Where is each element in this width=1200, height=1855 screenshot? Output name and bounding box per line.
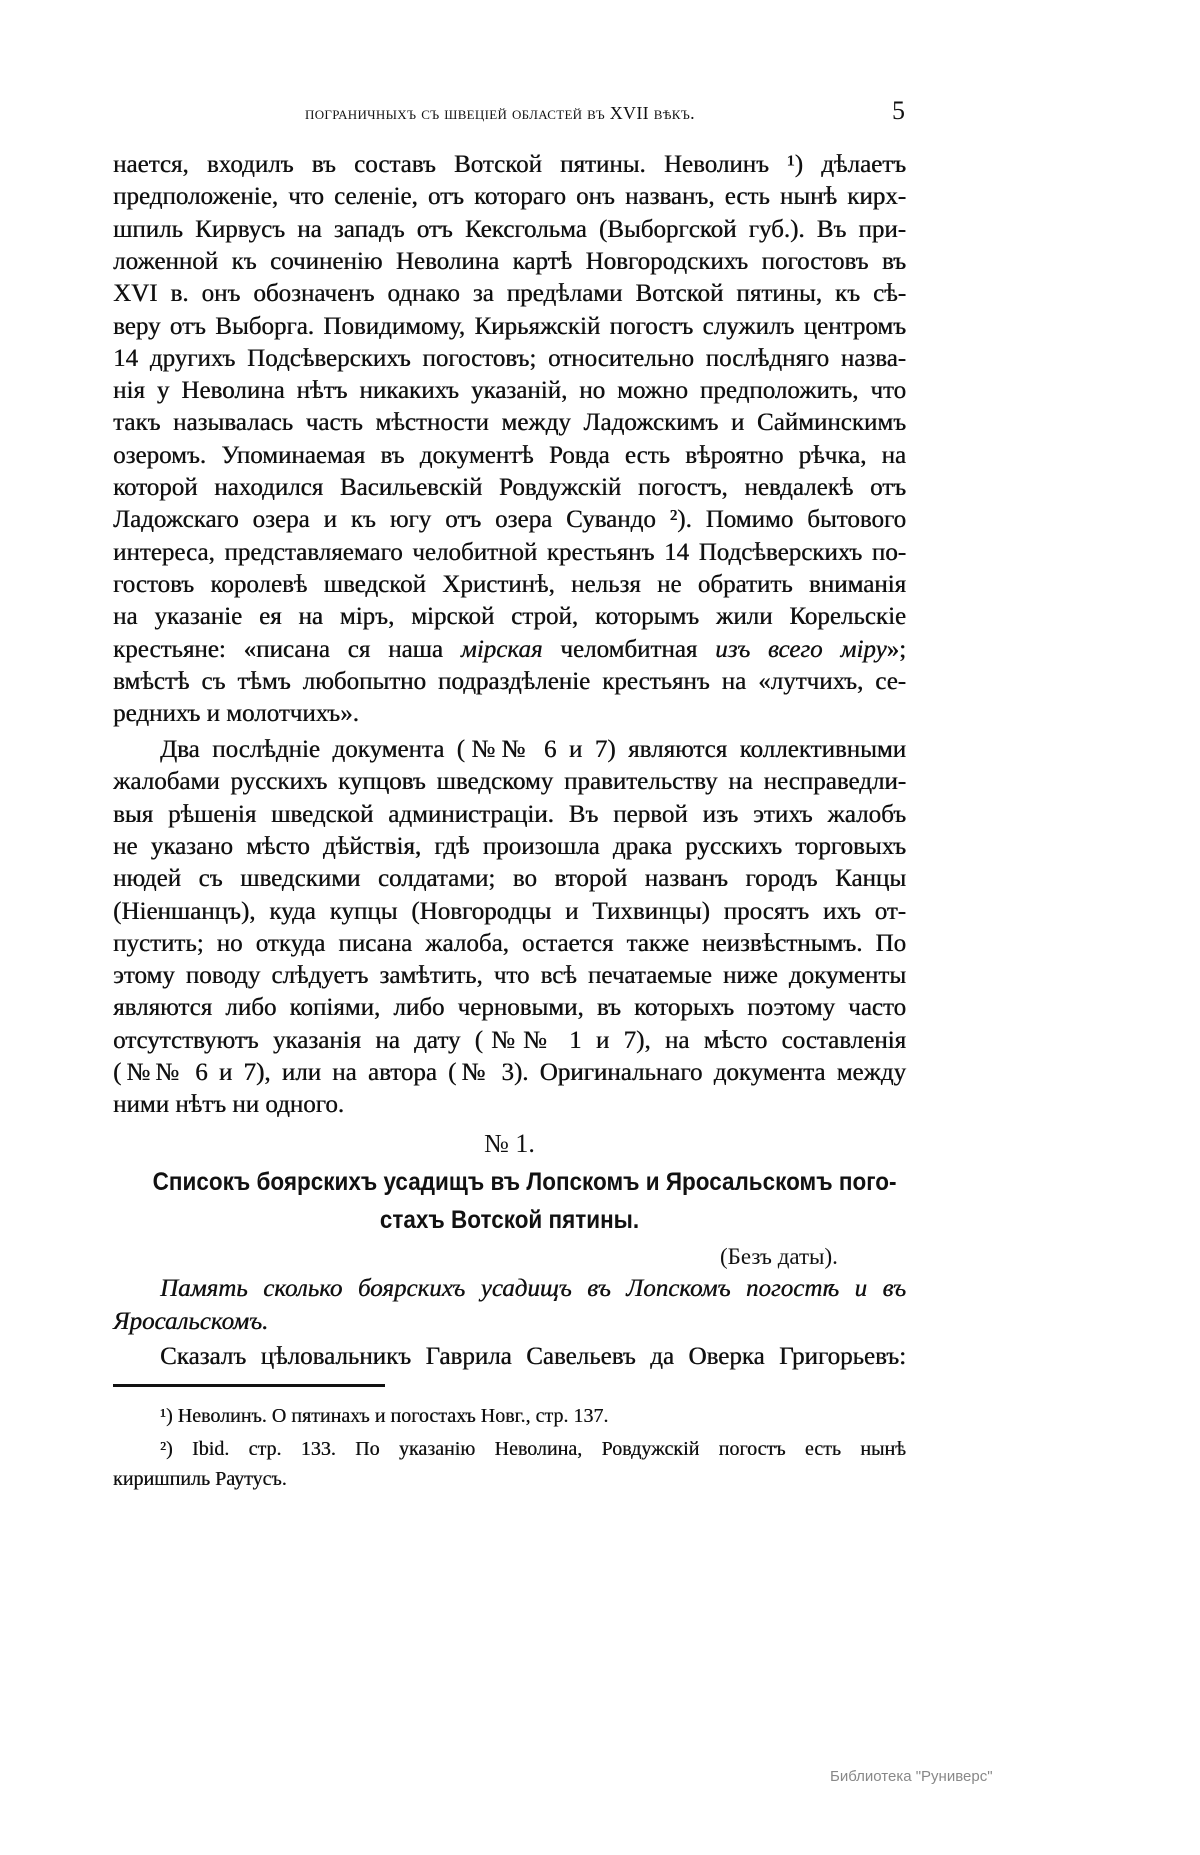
- paragraph1-line: [113, 376, 906, 406]
- text-segment: реднихъ и молотчихъ».: [113, 700, 359, 728]
- text-segment: на указаніе ея на міръ, мірской строй, которымъ жили Корельскіе: [113, 603, 906, 631]
- document-title-line-2: стахъ Вотской пятины.: [379, 1206, 640, 1234]
- italic-quote: изъ всего міру: [715, 635, 887, 663]
- text-segment: озеромъ. Упоминаемая въ документѣ Ровда есть вѣроятно рѣчка, на: [113, 441, 906, 469]
- text-segment: этому поводу слѣдуетъ замѣтить, что всѣ печатаемые ниже документы: [113, 962, 906, 990]
- paragraph2-line: [160, 735, 906, 765]
- text-segment: гостовъ королевѣ шведской Христинѣ, нельзя не обратить вниманія: [113, 570, 906, 598]
- text-segment: веру отъ Выборга. Повидимому, Кирьяжскій погостъ служилъ центромъ: [113, 312, 906, 340]
- text-segment: нюдей съ шведскими солдатами; во второй названъ городъ Канцы: [113, 865, 906, 893]
- text-segment: предположеніе, что селеніе, отъ котораго онъ названъ, есть нынѣ кирх-: [113, 183, 906, 211]
- paragraph1-line: [113, 279, 906, 309]
- running-header: [150, 102, 850, 129]
- italic-quote: мірская: [460, 635, 543, 663]
- text-segment: нается, входилъ въ составъ Вотской пятины. Неволинъ ¹) дѣлаетъ: [113, 151, 906, 178]
- text-segment: которой находился Васильевскій Ровдужскій погостъ, невдалекѣ отъ: [113, 474, 906, 501]
- paragraph1-line: [113, 635, 906, 665]
- text-segment: (№№ 6 и 7), или на автора (№ 3). Оригинальнаго документа между: [113, 1059, 906, 1086]
- paragraph1-line: [113, 505, 906, 535]
- document-text-line: Сказалъ цѣловальникъ Гаврила Савельевъ да Оверка Григорьевъ:: [160, 1343, 906, 1370]
- paragraph2-line: [113, 993, 906, 1023]
- date-note: (Безъ даты).: [720, 1244, 838, 1269]
- paragraph1-line: [113, 570, 906, 600]
- text-segment: ложенной къ сочиненію Неволина картѣ Новгородскихъ погостовъ въ: [113, 247, 906, 275]
- paragraph2-line: [113, 929, 906, 959]
- document-title-line-1: Списокъ боярскихъ усадищъ въ Лопскомъ и Яросальскомъ пого-: [152, 1168, 897, 1196]
- paragraph2-line: [113, 767, 906, 797]
- text-segment: ними нѣтъ ни одного.: [113, 1091, 345, 1119]
- paragraph1-line: [113, 408, 906, 438]
- text-segment: пустить; но откуда писана жалоба, остается также неизвѣстнымъ. По: [113, 929, 906, 957]
- paragraph1-line: [113, 247, 906, 277]
- text-segment: жалобами русскихъ купцовъ шведскому правительству на несправедли-: [113, 768, 906, 796]
- italic-line-1: Память сколько боярскихъ усадищъ въ Лопскомъ погостѣ и въ: [160, 1275, 906, 1302]
- paragraph2-line: [113, 897, 906, 927]
- running-header-text: пограничныхъ съ швеціей областей въ XVII вѣкъ.: [305, 103, 695, 123]
- paragraph1-line: [113, 344, 906, 374]
- text-segment: выя рѣшенія шведской администраціи. Въ первой изъ этихъ жалобъ: [113, 800, 906, 828]
- library-watermark: Библиотека "Руниверс": [830, 1768, 993, 1785]
- paragraph1-line: [113, 150, 906, 180]
- text-segment: такъ называлась часть мѣстности между Ладожскимъ и Сайминскимъ: [113, 409, 906, 437]
- paragraph2-line: [113, 800, 906, 830]
- paragraph2-line: [113, 864, 906, 894]
- paragraph2-line: [113, 1026, 906, 1056]
- text-segment: »;: [886, 635, 906, 663]
- text-segment: крестьяне: «писана ся наша: [113, 635, 461, 663]
- footnote-rule: [113, 1384, 385, 1387]
- paragraph1-line: [113, 699, 906, 729]
- footnote-1: ¹) Неволинъ. О пятинахъ и погостахъ Новг., стр. 137.: [160, 1405, 609, 1427]
- footnote-2-line-1: ²) Ibid. стр. 133. По указанію Неволина, Ровдужскій погостъ есть нынѣ: [160, 1438, 906, 1460]
- paragraph1-line: [113, 215, 906, 245]
- italic-line-2: Яросальскомъ.: [113, 1308, 269, 1335]
- text-segment: не указано мѣсто дѣйствія, гдѣ произошла драка русскихъ торговыхъ: [113, 832, 906, 860]
- text-segment: являются либо копіями, либо черновыми, въ которыхъ поэтому часто: [113, 994, 906, 1022]
- paragraph1-line: [113, 473, 906, 503]
- text-segment: челомбитная: [542, 635, 716, 663]
- paragraph1-line: [113, 312, 906, 342]
- text-segment: отсутствуютъ указанія на дату (№№ 1 и 7), на мѣсто составленія: [113, 1026, 906, 1054]
- text-segment: XVI в. онъ обозначенъ однако за предѣлами Вотской пятины, къ сѣ-: [113, 280, 906, 308]
- paragraph2-line: [113, 961, 906, 991]
- text-segment: Два послѣдніе документа (№№ 6 и 7) являются коллективными: [160, 736, 906, 763]
- page-number: 5: [892, 96, 905, 125]
- text-segment: интереса, представляемаго челобитной крестьянъ 14 Подсѣверскихъ по-: [113, 538, 906, 566]
- paragraph2-line: [113, 1090, 906, 1120]
- document-number: № 1.: [484, 1129, 535, 1158]
- text-segment: нія у Неволина нѣтъ никакихъ указаній, но можно предположить, что: [113, 377, 906, 405]
- paragraph2-line: [113, 1058, 906, 1088]
- paragraph2-line: [113, 832, 906, 862]
- paragraph1-line: [113, 667, 906, 697]
- text-segment: 14 другихъ Подсѣверскихъ погостовъ; относительно послѣдняго назва-: [113, 344, 906, 372]
- text-segment: (Ніеншанцъ), куда купцы (Новгородцы и Тихвинцы) просятъ ихъ от-: [113, 897, 906, 925]
- paragraph1-line: [113, 602, 906, 632]
- text-segment: вмѣстѣ съ тѣмъ любопытно подраздѣленіе крестьянъ на «лутчихъ, се-: [113, 667, 906, 695]
- paragraph1-line: [113, 182, 906, 212]
- text-segment: Ладожскаго озера и къ югу отъ озера Сувандо ²). Помимо бытового: [113, 506, 906, 534]
- paragraph1-line: [113, 441, 906, 471]
- paragraph1-line: [113, 538, 906, 568]
- text-segment: шпиль Кирвусъ на западъ отъ Кексгольма (Выборгской губ.). Въ при-: [113, 215, 906, 243]
- footnote-2-line-2: киришпиль Раутусъ.: [113, 1468, 287, 1490]
